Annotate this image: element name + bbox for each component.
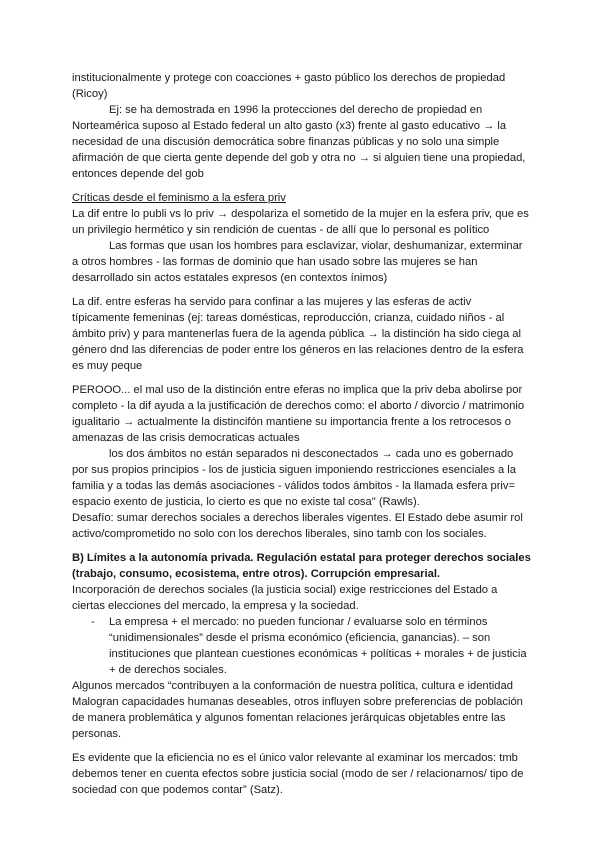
text-line: debemos tener en cuenta efectos sobre justicia social (modo de ser / relacionarnos/ tipo de [72,768,524,780]
list-item-text: + de derechos sociales. [109,664,227,676]
text-line: típicamente femeninas (ej: tareas domésticas, reproducción, crianza, cuidado niños - al [72,312,505,324]
text-line: ámbito priv) y para mantenerlas fuera de la agenda pública → la distinción ha sido ciega al [72,328,522,340]
text-line: La dif. entre esferas ha servido para confinar a las mujeres y las esferas de activ [72,296,472,308]
text-line: personas. [72,728,122,740]
list-item-text: instituciones que plantean cuestiones económicas + políticas + morales + de justicia [109,648,527,660]
text-line: ciertas elecciones del mercado, la empresa y la sociedad. [72,600,359,612]
text-line: de manera problemática y algunos fomentan relaciones jerárquicas objetables entre las [72,712,506,724]
text-line: amenazas de las crisis democraticas actuales [72,432,300,444]
text-line: Ej: se ha demostrada en 1996 la protecciones del derecho de propiedad en [109,104,483,116]
text-line: Las formas que usan los hombres para esclavizar, violar, deshumanizar, exterminar [109,240,523,252]
text-line: Norteamérica suposo al Estado federal un alto gasto (x3) frente al gasto educativo → la [72,120,507,132]
text-line: familia y a todas las demás asociaciones - válidos todos ámbitos - la llamada esfera priv= [72,480,516,492]
text-line: Desafío: sumar derechos sociales a derechos liberales vigentes. El Estado debe asumir rol [72,512,523,524]
text-line: sociedad con que podemos contar” (Satz). [72,784,283,796]
text-line: activo/comprometido no solo con los derechos liberales, sino tamb con los sociales. [72,528,487,540]
list-item-text: “unidimensionales” desde el prisma económico (eficiencia, ganancias). – son [109,632,491,644]
text-line: Incorporación de derechos sociales (la justicia social) exige restricciones del Estado a [72,584,498,596]
section-heading-limits: (trabajo, consumo, ecosistema, entre otros). Corrupción empresarial. [72,568,441,580]
text-line: género dnd las diferencias de poder entre los géneros en las relaciones dentro de la esfera [72,344,524,356]
text-line: PEROOO... el mal uso de la distinción entre eferas no implica que la priv deba abolirse por [72,384,523,396]
text-line: Es evidente que la eficiencia no es el único valor relevante al examinar los mercados: tmb [72,752,518,764]
text-line: los dos ámbitos no están separados ni desconectados → cada uno es gobernado [109,448,514,460]
text-line: igualitario → actualmente la distincifón mantiene su importancia frente a los retrocesos o [72,416,512,428]
text-line: espacio exento de justicia, lo cierto es que no existe tal cosa" (Rawls). [72,496,420,508]
text-line: institucionalmente y protege con coacciones + gasto público los derechos de propiedad [72,72,506,84]
text-line: entonces depende del gob [72,168,204,180]
section-heading-feminism: Críticas desde el feminismo a la esfera priv [72,192,286,204]
section-heading-limits: B) Límites a la autonomía privada. Regulación estatal para proteger derechos sociales [72,552,531,564]
text-line: (Ricoy) [72,88,108,100]
text-line: La dif entre lo publi vs lo priv → despolariza el sometido de la mujer en la esfera priv, que es [72,208,529,220]
list-item-text: La empresa + el mercado: no pueden funcionar / evaluarse solo en términos [109,616,488,628]
text-line: completo - la dif ayuda a la justificación de derechos como: el aborto / divorcio / matrimonio [72,400,525,412]
text-line: un privilegio hermético y sin rendición de cuentas - de allí que lo personal es político [72,224,490,236]
text-line: afirmación de que cierta gente depende del gob y otra no → si alguien tiene una propiedad, [72,152,526,164]
text-line: desarrollado sin actos estatales expresos (en contextos ínimos) [72,272,388,284]
text-line: necesidad de una discusión democrática sobre finanzas públicas y no solo una simple [72,136,500,148]
bullet-dash: - [91,616,95,628]
text-line: Algunos mercados “contribuyen a la conformación de nuestra política, cultura e identidad [72,680,513,692]
text-line: Malogran capacidades humanas deseables, otros influyen sobre preferencias de población [72,696,523,708]
text-line: es muy peque [72,360,143,372]
text-line: por sus propios principios - los de justicia siguen imponiendo restricciones esenciales a la [72,464,516,476]
text-line: a otros hombres - las formas de dominio que han usado sobre las mujeres se han [72,256,478,268]
